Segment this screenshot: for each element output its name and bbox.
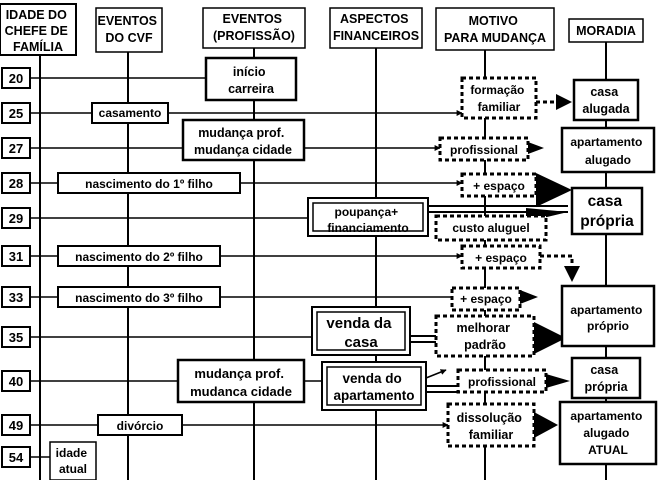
- age-29: 29: [8, 211, 24, 226]
- motive-espaco-1: + espaço: [473, 179, 525, 193]
- age-20: 20: [8, 71, 24, 86]
- housing-casa-propria: casa própria: [580, 193, 634, 230]
- event-inicio-carreira: início carreira: [228, 65, 274, 96]
- housing-apartamento-alugado-atual: apartamento alugado ATUAL: [570, 409, 643, 457]
- event-idade-atual: idade atual: [55, 446, 88, 476]
- event-filho3: nascimento do 3º filho: [75, 291, 203, 305]
- motive-custo-aluguel: custo aluguel: [452, 221, 530, 235]
- age-40: 40: [8, 374, 24, 389]
- motive-dissolucao-familiar: dissolução familiar: [456, 411, 522, 442]
- housing-apartamento-proprio: apartamento próprio: [570, 303, 643, 333]
- header-cvf-events: EVENTOS DO CVF: [97, 14, 158, 45]
- event-venda-apartamento: venda do apartamento: [333, 371, 415, 403]
- age-54: 54: [8, 450, 24, 465]
- motive-espaco-2: + espaço: [475, 251, 527, 265]
- column-headers: [0, 4, 643, 55]
- finance-events: [308, 198, 428, 410]
- age-boxes: [2, 68, 30, 467]
- motive-profissional-1: profissional: [449, 143, 519, 157]
- event-filho2: nascimento do 2º filho: [75, 250, 203, 264]
- age-31: 31: [8, 249, 24, 264]
- motive-formacao-familiar: formação familiar: [470, 83, 525, 114]
- event-poupanca-financiamento: poupança+ financiamento: [327, 205, 409, 235]
- housing-casa-alugada: casa alugada: [582, 85, 630, 116]
- header-profession-events: EVENTOS (PROFISSÃO): [213, 12, 295, 43]
- age-27: 27: [8, 141, 24, 156]
- age-33: 33: [8, 290, 24, 305]
- motive-profissional-2: profissional: [467, 375, 537, 389]
- event-mudanca-prof-1: mudança prof. mudança cidade: [194, 126, 292, 157]
- arrow-venda-apto-to-profissional: [426, 370, 446, 378]
- header-housing: MORADIA: [576, 24, 636, 38]
- event-venda-casa: venda da casa: [326, 315, 392, 351]
- event-divorcio: divórcio: [116, 419, 164, 433]
- age-25: 25: [8, 106, 24, 121]
- motive-espaco-3: + espaço: [460, 292, 512, 306]
- age-35: 35: [8, 330, 24, 345]
- housing-casa-propria-2: casa própria: [584, 363, 628, 394]
- header-financial-aspects: ASPECTOS FINANCEIROS: [332, 12, 420, 43]
- housing-apartamento-alugado: apartamento alugado: [570, 135, 643, 167]
- age-28: 28: [8, 176, 24, 191]
- profession-events: [178, 58, 304, 402]
- header-moving-motive: MOTIVO PARA MUDANÇA: [443, 14, 547, 45]
- motive-melhorar-padrao: melhorar padrão: [456, 321, 511, 352]
- event-casamento: casamento: [98, 106, 162, 120]
- event-filho1: nascimento do 1º filho: [85, 177, 213, 191]
- age-49: 49: [8, 418, 24, 433]
- event-mudanca-prof-2: mudança prof. mudanca cidade: [190, 366, 292, 399]
- header-age: IDADE DO CHEFE DE FAMÍLIA: [4, 8, 68, 54]
- motive-boxes: [436, 78, 546, 446]
